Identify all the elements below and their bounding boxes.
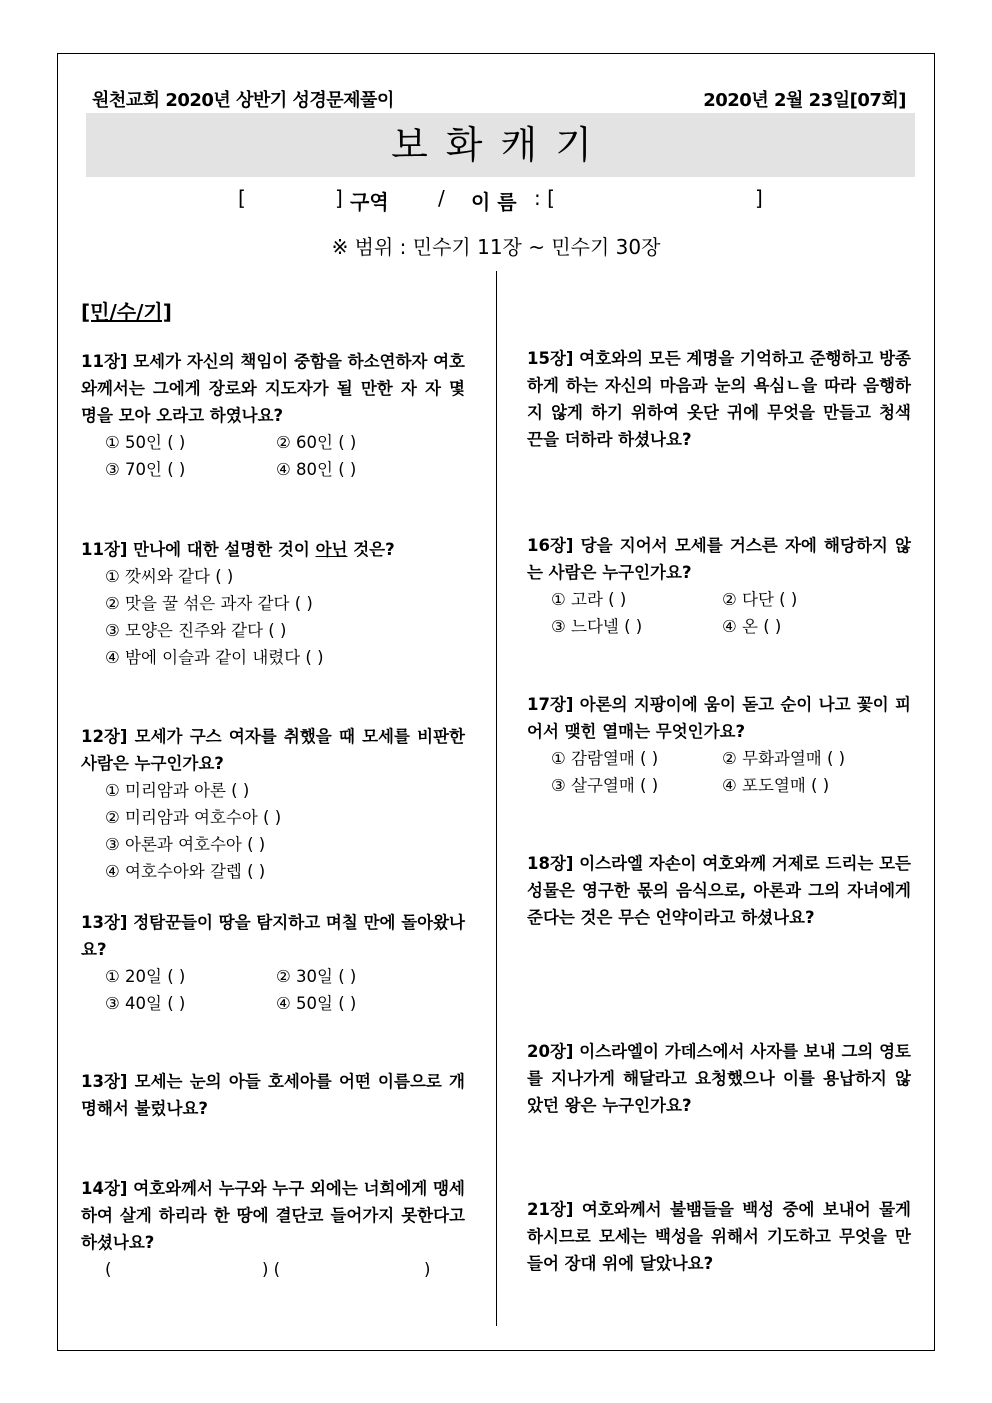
option-2[interactable]: ② 무화과열매 ( ) bbox=[722, 749, 846, 768]
question-17 bbox=[527, 691, 911, 799]
question-text: 12장] 모세가 구스 여자를 취했을 때 모세를 비판한 사람은 누구인가요? bbox=[81, 727, 465, 773]
section-heading: [민/수/기] bbox=[81, 300, 172, 324]
option-1[interactable]: ① 20일 ( ) bbox=[105, 967, 186, 986]
separator-slash: / bbox=[438, 186, 445, 210]
name-open-bracket: : [ bbox=[534, 186, 555, 210]
option-2[interactable]: ② 다단 ( ) bbox=[722, 590, 798, 609]
question-12 bbox=[81, 723, 465, 885]
option-4[interactable]: ④ 여호수아와 갈렙 ( ) bbox=[105, 862, 266, 881]
question-text: 13장] 정탐꾼들이 땅을 탐지하고 며칠 만에 돌아왔나요? bbox=[81, 913, 465, 959]
district-label: 구역 bbox=[350, 190, 389, 214]
question-20 bbox=[527, 1038, 911, 1119]
name-close-bracket: ] bbox=[755, 186, 763, 210]
name-label: 이 름 bbox=[471, 190, 517, 214]
church-header: 원천교회 2020년 상반기 성경문제풀이 bbox=[92, 90, 394, 111]
question-13b bbox=[81, 1068, 465, 1122]
question-14 bbox=[81, 1175, 465, 1283]
question-13a bbox=[81, 909, 465, 1017]
question-text: 11장] 만나에 대한 설명한 것이 아닌 것은? bbox=[81, 540, 395, 559]
emphasis-underline: 아닌 bbox=[315, 540, 348, 559]
option-1[interactable]: ① 깟씨와 같다 ( ) bbox=[105, 567, 234, 586]
option-4[interactable]: ④ 밤에 이슬과 같이 내렸다 ( ) bbox=[105, 648, 324, 667]
option-3[interactable]: ③ 아론과 여호수아 ( ) bbox=[105, 835, 266, 854]
question-text: 14장] 여호와께서 누구와 누구 외에는 너희에게 맹세하여 살게 하리라 한 땅에 결단코 들어가지 못한다고 하셨나요? bbox=[81, 1179, 465, 1252]
option-3[interactable]: ③ 느다넬 ( ) bbox=[551, 617, 643, 636]
question-15 bbox=[527, 345, 911, 453]
question-text: 13장] 모세는 눈의 아들 호세아를 어떤 이름으로 개명해서 불렀나요? bbox=[81, 1072, 465, 1118]
page-title: 보화캐기 bbox=[391, 123, 610, 167]
column-divider bbox=[496, 271, 497, 1326]
scope-range: ※ 범위 : 민수기 11장 ~ 민수기 30장 bbox=[331, 235, 661, 259]
option-4[interactable]: ④ 50일 ( ) bbox=[276, 994, 357, 1013]
question-11a bbox=[81, 348, 465, 483]
option-4[interactable]: ④ 80인 ( ) bbox=[276, 460, 357, 479]
option-2[interactable]: ② 맛을 꿀 섞은 과자 같다 ( ) bbox=[105, 594, 313, 613]
option-3[interactable]: ③ 살구열매 ( ) bbox=[551, 776, 659, 795]
district-open-bracket: [ bbox=[238, 186, 246, 210]
question-text: 18장] 이스라엘 자손이 여호와께 거제로 드리는 모든 성물은 영구한 몫의 음식으로, 아론과 그의 자녀에게 준다는 것은 무슨 언약이라고 하셨나요? bbox=[527, 854, 911, 927]
question-text: 16장] 당을 지어서 모세를 거스른 자에 해당하지 않는 사람은 누구인가요? bbox=[527, 536, 911, 582]
question-text: 21장] 여호와께서 불뱀들을 백성 중에 보내어 물게 하시므로 모세는 백성을 위해서 기도하고 무엇을 만들어 장대 위에 달았나요? bbox=[527, 1200, 911, 1273]
question-text: 11장] 모세가 자신의 책임이 중함을 하소연하자 여호와께서는 그에게 장로와 지도자가 될 만한 자 자 몇 명을 모아 오라고 하였나요? bbox=[81, 352, 465, 425]
option-4[interactable]: ④ 온 ( ) bbox=[722, 617, 782, 636]
district-close-bracket: ] bbox=[335, 186, 343, 210]
option-3[interactable]: ③ 모양은 진주와 같다 ( ) bbox=[105, 621, 287, 640]
date-header: 2020년 2월 23일[07회] bbox=[703, 90, 906, 111]
option-1[interactable]: ① 미리암과 아론 ( ) bbox=[105, 781, 250, 800]
option-2[interactable]: ② 60인 ( ) bbox=[276, 433, 357, 452]
question-text: 15장] 여호와의 모든 계명을 기억하고 준행하고 방종하게 하는 자신의 마음과 눈의 욕심ㄴ을 따라 음행하지 않게 하기 위하여 옷단 귀에 무엇을 만들고 청색 끈을 더하라 하셨나요? bbox=[527, 349, 911, 449]
option-3[interactable]: ③ 70인 ( ) bbox=[105, 460, 186, 479]
option-1[interactable]: ① 고라 ( ) bbox=[551, 590, 627, 609]
option-1[interactable]: ① 50인 ( ) bbox=[105, 433, 186, 452]
question-text: 20장] 이스라엘이 가데스에서 사자를 보내 그의 영토를 지나가게 해달라고 요청했으나 이를 용납하지 않았던 왕은 누구인가요? bbox=[527, 1042, 911, 1115]
question-11b bbox=[81, 536, 465, 671]
question-18 bbox=[527, 850, 911, 931]
question-21 bbox=[527, 1196, 911, 1277]
answer-blank[interactable]: ( ) ( ) bbox=[105, 1260, 431, 1279]
question-text: 17장] 아론의 지팡이에 움이 돋고 순이 나고 꽃이 피어서 맺힌 열매는 무엇인가요? bbox=[527, 695, 911, 741]
option-2[interactable]: ② 30일 ( ) bbox=[276, 967, 357, 986]
option-1[interactable]: ① 감람열매 ( ) bbox=[551, 749, 659, 768]
option-2[interactable]: ② 미리암과 여호수아 ( ) bbox=[105, 808, 282, 827]
option-4[interactable]: ④ 포도열매 ( ) bbox=[722, 776, 830, 795]
question-16 bbox=[527, 532, 911, 640]
name-line bbox=[0, 186, 992, 216]
option-3[interactable]: ③ 40일 ( ) bbox=[105, 994, 186, 1013]
